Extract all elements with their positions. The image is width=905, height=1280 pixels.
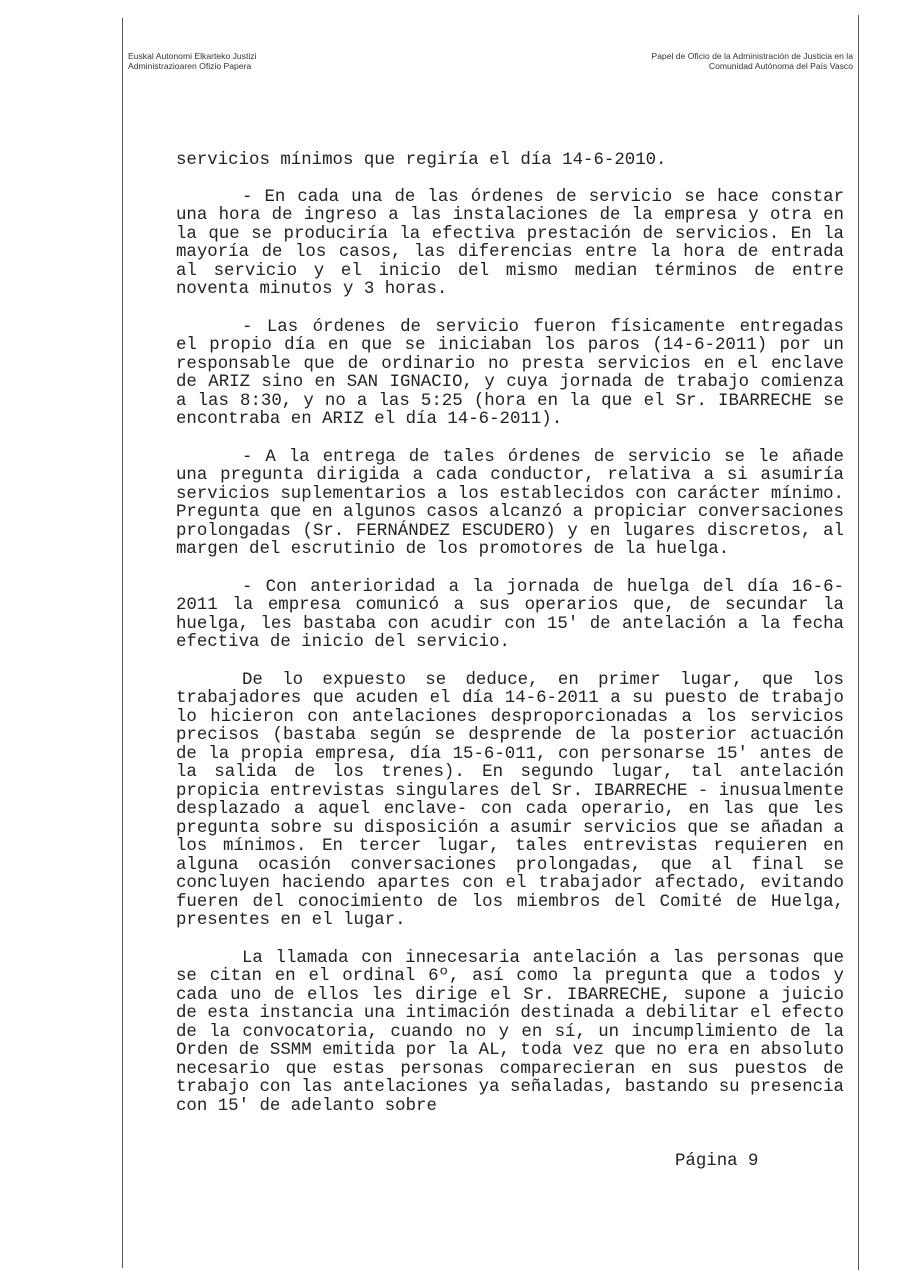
- header-spanish-line1: Papel de Oficio de la Administración de Justicia en la: [651, 51, 853, 61]
- document-body: [176, 152, 844, 1135]
- header-spanish-line2: Comunidad Autónoma del País Vasco: [708, 61, 853, 71]
- paragraph-prior-notice: - Con anterioridad a la jornada de huelga del día 16-6-2011 la empresa comunicó a sus operarios que, de secundar la huelga, les bastaba con acudir con 15' de antelación a la fecha efectiva de inicio del servicio.: [176, 577, 844, 652]
- paragraph-continuation: servicios mínimos que regiría el día 14-6-2010.: [176, 151, 667, 170]
- paragraph-conclusions: De lo expuesto se deduce, en primer lugar, que los trabajadores que acuden el día 14-6-2011 a su puesto de trabajo lo hicieron con antelaciones desproporcionadas a los servicios precisos (bastaba según se desprende de la posterior actuación de la propia empresa, día 15-6-011, con personarse 15' antes de la salida de los trenes). En segundo lugar, tal antelación propicia entrevistas singulares del Sr. IBARRECHE - inusualmente desplazado a aquel enclave- con cada operario, en las que les pregunta sobre su disposición a asumir servicios que se añadan a los mínimos. En tercer lugar, tales entrevistas requieren en alguna ocasión conversaciones prolongadas, que al final se concluyen haciendo apartes con el trabajador afectado, evitando fueren del conocimiento de los miembros del Comité de Huelga, presentes en el lugar.: [176, 670, 844, 930]
- page-number: Página 9: [675, 1152, 759, 1171]
- paragraph-question-drivers: - A la entrega de tales órdenes de servicio se le añade una pregunta dirigida a cada conductor, relativa a si asumiría servicios suplementarios a los establecidos con carácter mínimo. Pregunta que en algunos casos alcanzó a propiciar conversaciones prolongadas (Sr. FERNÁNDEZ ESCUDERO) y en lugares discretos, al margen del escrutinio de los promotores de la huelga.: [176, 447, 844, 559]
- left-margin-line: [122, 18, 123, 1268]
- paragraph-service-hours: - En cada una de las órdenes de servicio se hace constar una hora de ingreso a las instalaciones de la empresa y otra en la que se produciría la efectiva prestación de servicios. En la mayoría de los casos, las diferencias entre la hora de entrada al servicio y el inicio del mismo median términos de entre noventa minutos y 3 horas.: [176, 187, 844, 299]
- paragraph-orders-delivered: - Las órdenes de servicio fueron físicamente entregadas el propio día en que se iniciaban los paros (14-6-2011) por un responsable que de ordinario no presta servicios en el enclave de ARIZ sino en SAN IGNACIO, y cuya jornada de trabajo comienza a las 8:30, y no a las 5:25 (hora en la que el Sr. IBARRECHE se encontraba en ARIZ el día 14-6-2011).: [176, 317, 844, 429]
- header-basque-line1: Euskal Autonomi Elkarteko Justizi: [128, 51, 257, 61]
- header-spanish: [651, 51, 853, 71]
- paragraph-intimidation: La llamada con innecesaria antelación a las personas que se citan en el ordinal 6º, así como la pregunta que a todos y cada uno de ellos les dirige el Sr. IBARRECHE, supone a juicio de esta instancia una intimación destinada a debilitar el efecto de la convocatoria, cuando no y en sí, un incumplimiento de la Orden de SSMM emitida por la AL, toda vez que no era en absoluto necesario que estas personas comparecieran en sus puestos de trabajo con las antelaciones ya señaladas, bastando su presencia con 15' de adelanto sobre: [176, 948, 844, 1116]
- right-margin-line: [858, 15, 859, 1270]
- header-basque-line2: Administrazioaren Ofizio Papera: [128, 61, 252, 71]
- header-basque: [128, 51, 257, 71]
